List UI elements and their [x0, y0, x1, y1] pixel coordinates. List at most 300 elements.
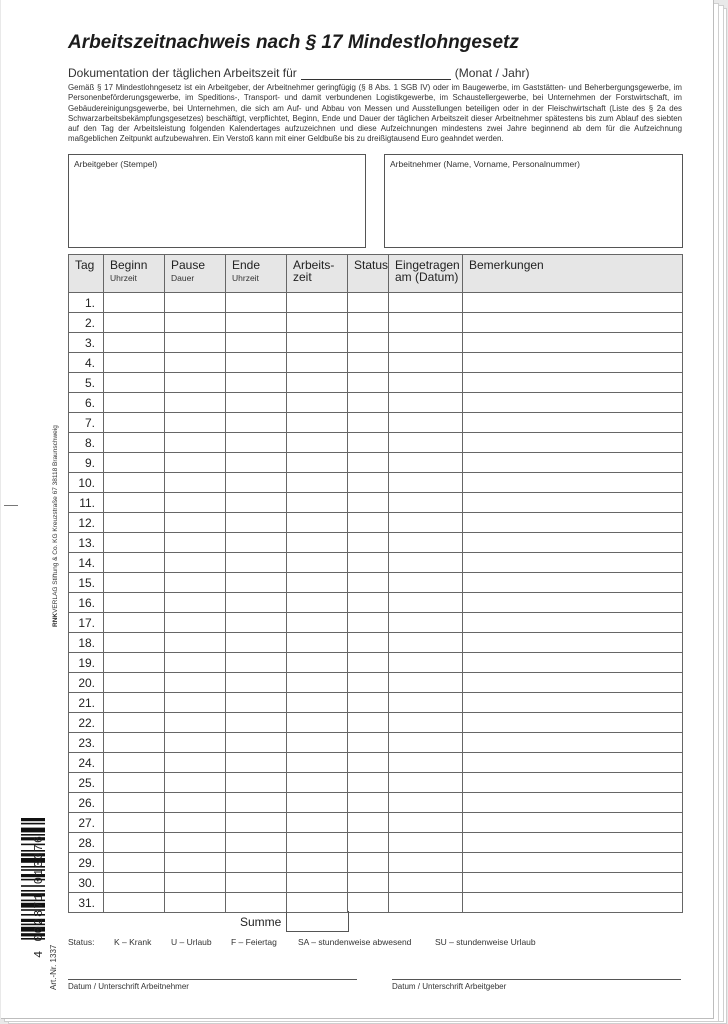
- ende-cell[interactable]: [226, 493, 287, 513]
- beginn-cell[interactable]: [104, 793, 165, 813]
- status-cell[interactable]: [348, 433, 389, 453]
- day-number: 31.: [69, 893, 104, 913]
- bemerkungen-cell[interactable]: [463, 513, 683, 533]
- beginn-cell[interactable]: [104, 833, 165, 853]
- employee-signature-label: Datum / Unterschrift Arbeitnehmer: [68, 982, 189, 991]
- arbeitszeit-cell[interactable]: [287, 733, 348, 753]
- pause-cell[interactable]: [165, 893, 226, 913]
- bemerkungen-cell[interactable]: [463, 313, 683, 333]
- table-row: [69, 513, 683, 533]
- ende-cell[interactable]: [226, 833, 287, 853]
- eingetragen-cell[interactable]: [389, 613, 463, 633]
- ende-cell[interactable]: [226, 873, 287, 893]
- bemerkungen-cell[interactable]: [463, 553, 683, 573]
- month-year-label: (Monat / Jahr): [454, 66, 530, 80]
- col-header-status: Status: [348, 255, 389, 293]
- eingetragen-cell[interactable]: [389, 853, 463, 873]
- beginn-cell[interactable]: [104, 453, 165, 473]
- eingetragen-cell[interactable]: [389, 893, 463, 913]
- status-cell[interactable]: [348, 553, 389, 573]
- ende-cell[interactable]: [226, 413, 287, 433]
- table-row: [69, 333, 683, 353]
- ende-cell[interactable]: [226, 653, 287, 673]
- eingetragen-cell[interactable]: [389, 513, 463, 533]
- status-item-krank: K – Krank: [114, 937, 152, 947]
- beginn-cell[interactable]: [104, 493, 165, 513]
- eingetragen-cell[interactable]: [389, 533, 463, 553]
- arbeitszeit-cell[interactable]: [287, 653, 348, 673]
- ende-cell[interactable]: [226, 573, 287, 593]
- ende-cell[interactable]: [226, 373, 287, 393]
- publisher-address: VERLAG Stiftung & Co. KG Kreuzstraße 67 38118 Braunschweig: [52, 425, 59, 613]
- pause-cell[interactable]: [165, 593, 226, 613]
- pause-cell[interactable]: [165, 573, 226, 593]
- beginn-cell[interactable]: [104, 433, 165, 453]
- status-item-feiertag: F – Feiertag: [231, 937, 277, 947]
- pause-cell[interactable]: [165, 433, 226, 453]
- bemerkungen-cell[interactable]: [463, 633, 683, 653]
- ende-cell[interactable]: [226, 793, 287, 813]
- beginn-cell[interactable]: [104, 353, 165, 373]
- ean-number: 4 002871 013376: [32, 834, 46, 958]
- beginn-cell[interactable]: [104, 693, 165, 713]
- table-row: [69, 313, 683, 333]
- bemerkungen-cell[interactable]: [463, 573, 683, 593]
- col-header-ende: Ende Uhrzeit: [226, 255, 287, 293]
- day-number: 12.: [69, 513, 104, 533]
- status-cell[interactable]: [348, 653, 389, 673]
- beginn-cell[interactable]: [104, 413, 165, 433]
- eingetragen-cell[interactable]: [389, 733, 463, 753]
- bemerkungen-cell[interactable]: [463, 833, 683, 853]
- status-cell[interactable]: [348, 873, 389, 893]
- pause-cell[interactable]: [165, 293, 226, 313]
- bemerkungen-cell[interactable]: [463, 333, 683, 353]
- ende-cell[interactable]: [226, 333, 287, 353]
- status-cell[interactable]: [348, 813, 389, 833]
- arbeitszeit-cell[interactable]: [287, 773, 348, 793]
- eingetragen-cell[interactable]: [389, 333, 463, 353]
- ende-cell[interactable]: [226, 773, 287, 793]
- table-row: [69, 413, 683, 433]
- beginn-cell[interactable]: [104, 733, 165, 753]
- eingetragen-cell[interactable]: [389, 293, 463, 313]
- beginn-cell[interactable]: [104, 513, 165, 533]
- pause-cell[interactable]: [165, 413, 226, 433]
- pause-cell[interactable]: [165, 553, 226, 573]
- ende-cell[interactable]: [226, 593, 287, 613]
- table-row: [69, 773, 683, 793]
- status-cell[interactable]: [348, 833, 389, 853]
- fold-mark: [4, 505, 18, 506]
- table-row: [69, 373, 683, 393]
- table-row: [69, 673, 683, 693]
- pause-cell[interactable]: [165, 753, 226, 773]
- table-row: [69, 473, 683, 493]
- arbeitszeit-cell[interactable]: [287, 533, 348, 553]
- ende-cell[interactable]: [226, 393, 287, 413]
- ende-cell[interactable]: [226, 673, 287, 693]
- ende-cell[interactable]: [226, 293, 287, 313]
- ende-cell[interactable]: [226, 513, 287, 533]
- bemerkungen-cell[interactable]: [463, 733, 683, 753]
- status-cell[interactable]: [348, 753, 389, 773]
- table-row: [69, 653, 683, 673]
- status-cell[interactable]: [348, 533, 389, 553]
- status-item-stundenweise-urlaub: SU – stundenweise Urlaub: [435, 937, 536, 947]
- arbeitszeit-cell[interactable]: [287, 853, 348, 873]
- eingetragen-cell[interactable]: [389, 813, 463, 833]
- ende-cell[interactable]: [226, 813, 287, 833]
- bemerkungen-cell[interactable]: [463, 493, 683, 513]
- beginn-cell[interactable]: [104, 553, 165, 573]
- bemerkungen-cell[interactable]: [463, 873, 683, 893]
- table-row: [69, 733, 683, 753]
- status-cell[interactable]: [348, 393, 389, 413]
- table-row: [69, 853, 683, 873]
- day-number: 4.: [69, 353, 104, 373]
- bemerkungen-cell[interactable]: [463, 753, 683, 773]
- status-cell[interactable]: [348, 853, 389, 873]
- status-cell[interactable]: [348, 473, 389, 493]
- arbeitszeit-cell[interactable]: [287, 353, 348, 373]
- status-cell[interactable]: [348, 633, 389, 653]
- beginn-cell[interactable]: [104, 713, 165, 733]
- day-number: 22.: [69, 713, 104, 733]
- pause-cell[interactable]: [165, 393, 226, 413]
- publisher-imprint: [52, 425, 59, 627]
- article-number: Art.-Nr. 1337: [49, 944, 58, 990]
- arbeitszeit-cell[interactable]: [287, 673, 348, 693]
- arbeitszeit-cell[interactable]: [287, 513, 348, 533]
- status-cell[interactable]: [348, 673, 389, 693]
- pause-cell[interactable]: [165, 313, 226, 333]
- pause-cell[interactable]: [165, 613, 226, 633]
- beginn-cell[interactable]: [104, 653, 165, 673]
- ende-cell[interactable]: [226, 893, 287, 913]
- status-cell[interactable]: [348, 333, 389, 353]
- eingetragen-cell[interactable]: [389, 413, 463, 433]
- summe-field[interactable]: [286, 911, 349, 932]
- pause-cell[interactable]: [165, 653, 226, 673]
- day-number: 9.: [69, 453, 104, 473]
- ende-cell[interactable]: [226, 633, 287, 653]
- bemerkungen-cell[interactable]: [463, 813, 683, 833]
- eingetragen-cell[interactable]: [389, 553, 463, 573]
- arbeitszeit-cell[interactable]: [287, 413, 348, 433]
- arbeitszeit-cell[interactable]: [287, 753, 348, 773]
- day-number: 18.: [69, 633, 104, 653]
- eingetragen-cell[interactable]: [389, 313, 463, 333]
- day-number: 15.: [69, 573, 104, 593]
- table-row: [69, 453, 683, 473]
- eingetragen-cell[interactable]: [389, 433, 463, 453]
- table-row: [69, 713, 683, 733]
- status-cell[interactable]: [348, 793, 389, 813]
- arbeitszeit-cell[interactable]: [287, 693, 348, 713]
- ende-cell[interactable]: [226, 613, 287, 633]
- eingetragen-cell[interactable]: [389, 773, 463, 793]
- bemerkungen-cell[interactable]: [463, 653, 683, 673]
- arbeitszeit-cell[interactable]: [287, 373, 348, 393]
- bemerkungen-cell[interactable]: [463, 773, 683, 793]
- beginn-cell[interactable]: [104, 853, 165, 873]
- pause-cell[interactable]: [165, 333, 226, 353]
- day-number: 26.: [69, 793, 104, 813]
- col-header-tag: Tag: [69, 255, 104, 293]
- bemerkungen-cell[interactable]: [463, 413, 683, 433]
- table-row: [69, 293, 683, 313]
- barcode-bar: [21, 828, 45, 833]
- ende-cell[interactable]: [226, 533, 287, 553]
- pause-cell[interactable]: [165, 533, 226, 553]
- day-number: 1.: [69, 293, 104, 313]
- bemerkungen-cell[interactable]: [463, 893, 683, 913]
- pause-cell[interactable]: [165, 353, 226, 373]
- status-cell[interactable]: [348, 453, 389, 473]
- status-cell[interactable]: [348, 353, 389, 373]
- eingetragen-cell[interactable]: [389, 653, 463, 673]
- documentation-line: [68, 66, 530, 80]
- bemerkungen-cell[interactable]: [463, 613, 683, 633]
- beginn-cell[interactable]: [104, 373, 165, 393]
- arbeitszeit-cell[interactable]: [287, 893, 348, 913]
- ende-cell[interactable]: [226, 313, 287, 333]
- pause-cell[interactable]: [165, 833, 226, 853]
- eingetragen-cell[interactable]: [389, 793, 463, 813]
- summe-label: Summe: [240, 915, 282, 929]
- status-cell[interactable]: [348, 573, 389, 593]
- table-row: [69, 793, 683, 813]
- status-cell[interactable]: [348, 513, 389, 533]
- status-cell[interactable]: [348, 413, 389, 433]
- day-number: 17.: [69, 613, 104, 633]
- ende-cell[interactable]: [226, 353, 287, 373]
- beginn-cell[interactable]: [104, 573, 165, 593]
- beginn-cell[interactable]: [104, 673, 165, 693]
- beginn-cell[interactable]: [104, 533, 165, 553]
- form-sheet: [1, 0, 714, 1019]
- beginn-cell[interactable]: [104, 613, 165, 633]
- status-cell[interactable]: [348, 493, 389, 513]
- arbeitszeit-cell[interactable]: [287, 333, 348, 353]
- employee-signature-line[interactable]: [68, 979, 357, 980]
- arbeitszeit-cell[interactable]: [287, 873, 348, 893]
- day-number: 28.: [69, 833, 104, 853]
- beginn-cell[interactable]: [104, 873, 165, 893]
- ende-cell[interactable]: [226, 713, 287, 733]
- ende-cell[interactable]: [226, 733, 287, 753]
- pause-cell[interactable]: [165, 453, 226, 473]
- table-row: [69, 873, 683, 893]
- status-label: Status:: [68, 937, 95, 947]
- bemerkungen-cell[interactable]: [463, 533, 683, 553]
- eingetragen-cell[interactable]: [389, 753, 463, 773]
- employer-signature-line[interactable]: [392, 979, 681, 980]
- arbeitszeit-cell[interactable]: [287, 713, 348, 733]
- eingetragen-cell[interactable]: [389, 353, 463, 373]
- eingetragen-cell[interactable]: [389, 673, 463, 693]
- beginn-cell[interactable]: [104, 633, 165, 653]
- pause-cell[interactable]: [165, 493, 226, 513]
- bemerkungen-cell[interactable]: [463, 393, 683, 413]
- pause-cell[interactable]: [165, 693, 226, 713]
- eingetragen-cell[interactable]: [389, 373, 463, 393]
- status-cell[interactable]: [348, 373, 389, 393]
- eingetragen-cell[interactable]: [389, 693, 463, 713]
- col-header-beginn: Beginn Uhrzeit: [104, 255, 165, 293]
- arbeitszeit-cell[interactable]: [287, 313, 348, 333]
- beginn-cell[interactable]: [104, 393, 165, 413]
- ende-cell[interactable]: [226, 693, 287, 713]
- ende-cell[interactable]: [226, 553, 287, 573]
- beginn-cell[interactable]: [104, 313, 165, 333]
- table-body: [69, 293, 683, 913]
- arbeitszeit-cell[interactable]: [287, 573, 348, 593]
- arbeitszeit-cell[interactable]: [287, 493, 348, 513]
- eingetragen-cell[interactable]: [389, 473, 463, 493]
- documentation-label: Dokumentation der täglichen Arbeitszeit für: [68, 66, 297, 80]
- day-number: 8.: [69, 433, 104, 453]
- arbeitszeit-cell[interactable]: [287, 633, 348, 653]
- status-cell[interactable]: [348, 713, 389, 733]
- status-cell[interactable]: [348, 893, 389, 913]
- barcode-bar: [21, 818, 45, 821]
- day-number: 23.: [69, 733, 104, 753]
- time-table: [68, 254, 683, 913]
- day-number: 14.: [69, 553, 104, 573]
- eingetragen-cell[interactable]: [389, 873, 463, 893]
- table-row: [69, 393, 683, 413]
- table-row: [69, 833, 683, 853]
- beginn-cell[interactable]: [104, 753, 165, 773]
- arbeitszeit-cell[interactable]: [287, 473, 348, 493]
- pause-cell[interactable]: [165, 633, 226, 653]
- bemerkungen-cell[interactable]: [463, 793, 683, 813]
- arbeitszeit-cell[interactable]: [287, 813, 348, 833]
- day-number: 27.: [69, 813, 104, 833]
- eingetragen-cell[interactable]: [389, 393, 463, 413]
- eingetragen-cell[interactable]: [389, 713, 463, 733]
- bemerkungen-cell[interactable]: [463, 293, 683, 313]
- pause-cell[interactable]: [165, 773, 226, 793]
- beginn-cell[interactable]: [104, 593, 165, 613]
- month-year-field[interactable]: [301, 69, 451, 80]
- day-number: 2.: [69, 313, 104, 333]
- day-number: 20.: [69, 673, 104, 693]
- eingetragen-cell[interactable]: [389, 453, 463, 473]
- arbeitszeit-cell[interactable]: [287, 453, 348, 473]
- bemerkungen-cell[interactable]: [463, 673, 683, 693]
- beginn-cell[interactable]: [104, 773, 165, 793]
- table-row: [69, 893, 683, 913]
- day-number: 5.: [69, 373, 104, 393]
- bemerkungen-cell[interactable]: [463, 453, 683, 473]
- eingetragen-cell[interactable]: [389, 633, 463, 653]
- arbeitszeit-cell[interactable]: [287, 393, 348, 413]
- pause-cell[interactable]: [165, 673, 226, 693]
- arbeitszeit-cell[interactable]: [287, 593, 348, 613]
- pause-cell[interactable]: [165, 473, 226, 493]
- bemerkungen-cell[interactable]: [463, 353, 683, 373]
- eingetragen-cell[interactable]: [389, 833, 463, 853]
- table-row: [69, 693, 683, 713]
- status-cell[interactable]: [348, 733, 389, 753]
- table-row: [69, 493, 683, 513]
- arbeitszeit-cell[interactable]: [287, 553, 348, 573]
- eingetragen-cell[interactable]: [389, 493, 463, 513]
- eingetragen-cell[interactable]: [389, 593, 463, 613]
- bemerkungen-cell[interactable]: [463, 433, 683, 453]
- status-cell[interactable]: [348, 313, 389, 333]
- pause-cell[interactable]: [165, 373, 226, 393]
- beginn-cell[interactable]: [104, 893, 165, 913]
- publisher-brand: RNK: [52, 612, 59, 627]
- arbeitszeit-cell[interactable]: [287, 433, 348, 453]
- bemerkungen-cell[interactable]: [463, 373, 683, 393]
- status-item-urlaub: U – Urlaub: [171, 937, 212, 947]
- table-row: [69, 813, 683, 833]
- ende-cell[interactable]: [226, 853, 287, 873]
- pause-cell[interactable]: [165, 513, 226, 533]
- beginn-cell[interactable]: [104, 813, 165, 833]
- pause-cell[interactable]: [165, 733, 226, 753]
- table-row: [69, 593, 683, 613]
- pause-cell[interactable]: [165, 873, 226, 893]
- arbeitszeit-cell[interactable]: [287, 613, 348, 633]
- employer-box-label: Arbeitgeber (Stempel): [74, 159, 158, 169]
- ende-cell[interactable]: [226, 453, 287, 473]
- day-number: 3.: [69, 333, 104, 353]
- employee-info-box[interactable]: [384, 154, 683, 248]
- bemerkungen-cell[interactable]: [463, 853, 683, 873]
- day-number: 24.: [69, 753, 104, 773]
- ende-cell[interactable]: [226, 753, 287, 773]
- beginn-cell[interactable]: [104, 473, 165, 493]
- day-number: 13.: [69, 533, 104, 553]
- pause-cell[interactable]: [165, 853, 226, 873]
- bemerkungen-cell[interactable]: [463, 693, 683, 713]
- day-number: 29.: [69, 853, 104, 873]
- bemerkungen-cell[interactable]: [463, 713, 683, 733]
- bemerkungen-cell[interactable]: [463, 473, 683, 493]
- day-number: 19.: [69, 653, 104, 673]
- col-header-eingetragen: Eingetragen am (Datum): [389, 255, 463, 293]
- table-row: [69, 573, 683, 593]
- beginn-cell[interactable]: [104, 333, 165, 353]
- status-cell[interactable]: [348, 593, 389, 613]
- ende-cell[interactable]: [226, 433, 287, 453]
- status-cell[interactable]: [348, 693, 389, 713]
- status-cell[interactable]: [348, 293, 389, 313]
- beginn-cell[interactable]: [104, 293, 165, 313]
- arbeitszeit-cell[interactable]: [287, 833, 348, 853]
- table-row: [69, 533, 683, 553]
- pause-cell[interactable]: [165, 813, 226, 833]
- arbeitszeit-cell[interactable]: [287, 293, 348, 313]
- eingetragen-cell[interactable]: [389, 573, 463, 593]
- status-cell[interactable]: [348, 773, 389, 793]
- bemerkungen-cell[interactable]: [463, 593, 683, 613]
- day-number: 11.: [69, 493, 104, 513]
- employer-stamp-box[interactable]: [68, 154, 366, 248]
- status-cell[interactable]: [348, 613, 389, 633]
- pause-cell[interactable]: [165, 793, 226, 813]
- arbeitszeit-cell[interactable]: [287, 793, 348, 813]
- pause-cell[interactable]: [165, 713, 226, 733]
- ende-cell[interactable]: [226, 473, 287, 493]
- table-row: [69, 753, 683, 773]
